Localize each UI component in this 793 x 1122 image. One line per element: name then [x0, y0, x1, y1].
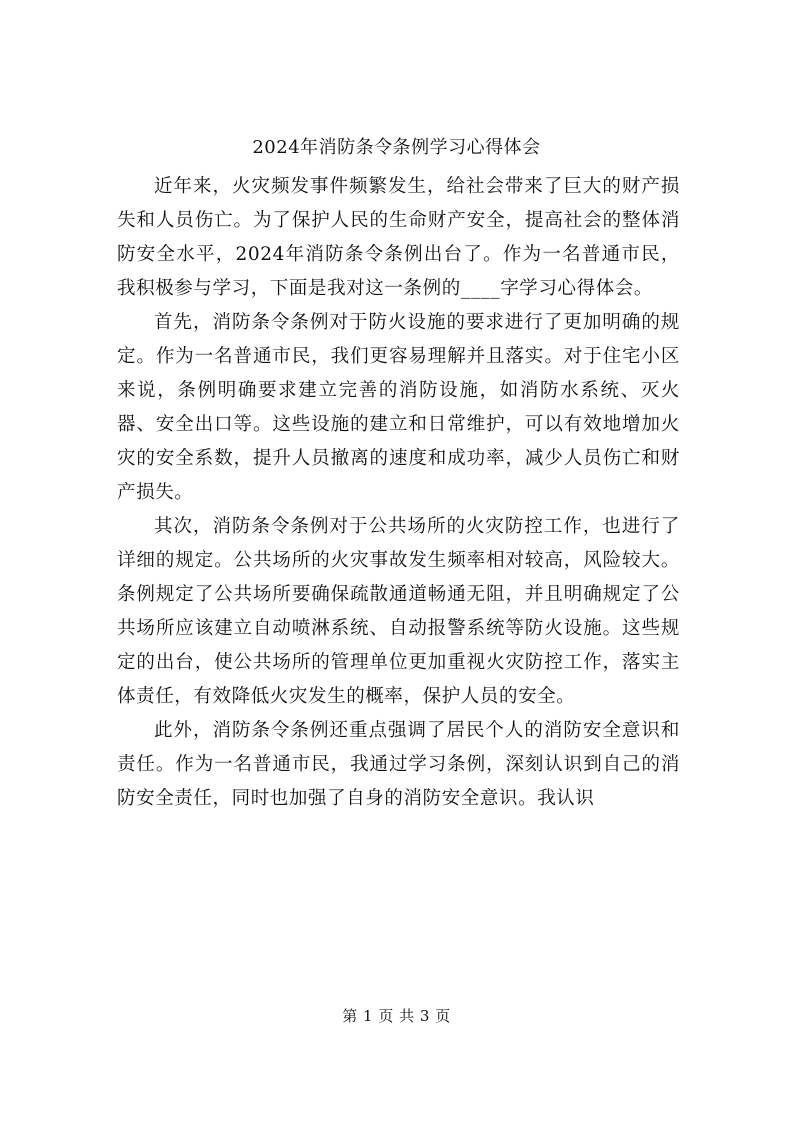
document-body — [117, 170, 680, 816]
page-number-footer: 第 1 页 共 3 页 — [342, 1007, 451, 1025]
paragraph-intro: 近年来，火灾频发事件频繁发生，给社会带来了巨大的财产损失和人员伤亡。为了保护人民的生命财产安全，提高社会的整体消防安全水平，2024年消防条令条例出台了。作为一名普通市民，我积极参与学习，下面是我对这一条例的____字学习心得体会。 — [117, 176, 680, 299]
paragraph-personal-awareness: 此外，消防条令条例还重点强调了居民个人的消防安全意识和责任。作为一名普通市民，我通过学习条例，深刻认识到自己的消防安全责任，同时也加强了自身的消防安全意识。我认识 — [117, 720, 680, 809]
paragraph-fire-facilities: 首先，消防条令条例对于防火设施的要求进行了更加明确的规定。作为一名普通市民，我们更容易理解并且落实。对于住宅小区来说，条例明确要求建立完善的消防设施，如消防水系统、灭火器、安全出口等。这些设施的建立和日常维护，可以有效地增加火灾的安全系数，提升人员撤离的速度和成功率，减少人员伤亡和财产损失。 — [117, 312, 680, 503]
paragraph-public-places: 其次，消防条令条例对于公共场所的火灾防控工作，也进行了详细的规定。公共场所的火灾事故发生频率相对较高，风险较大。条例规定了公共场所要确保疏散通道畅通无阻，并且明确规定了公共场所应该建立自动喷淋系统、自动报警系统等防火设施。这些规定的出台，使公共场所的管理单位更加重视火灾防控工作，落实主体责任，有效降低火灾发生的概率，保护人员的安全。 — [117, 516, 680, 707]
document-title: 2024年消防条令条例学习心得体会 — [252, 137, 541, 158]
